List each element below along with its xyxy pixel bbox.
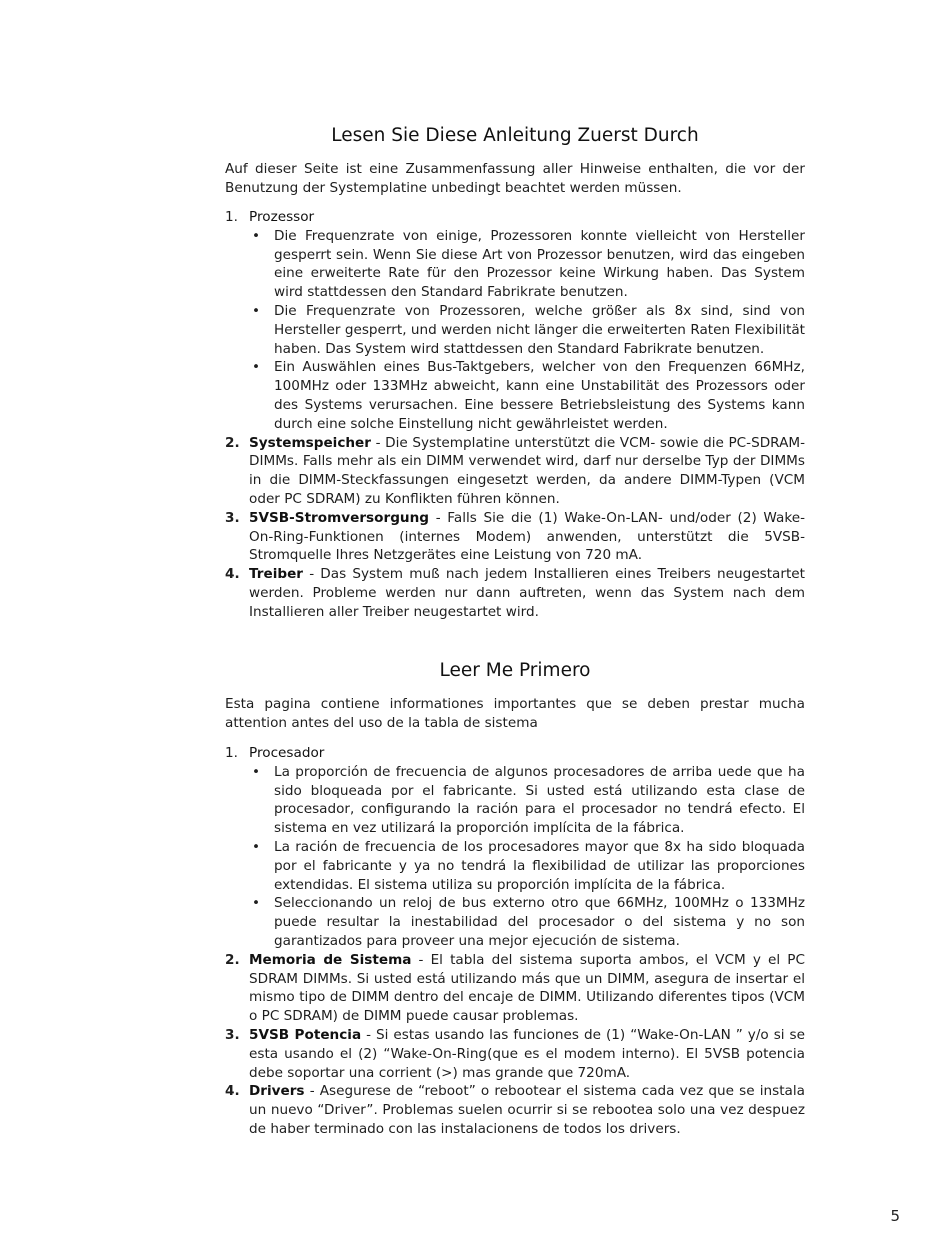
bullet-text: La ración de frecuencia de los procesadores mayor que 8x ha sido bloquada por el fabricante y ya no tendrá la flexibilidad de utilizar las proporciones extendidas. El sistema utiliza su proporción implícita de la fábrica. xyxy=(274,838,805,893)
bullet-icon: • xyxy=(252,227,261,244)
bullet-text: Die Frequenzrate von einige, Prozessoren konnte vielleicht von Hersteller gesperrt sein. Wenn Sie diese Art von Prozessor benutzen, wird das eingeben eine erweiterte Rate für den Prozessor keine Wirkung haben. Das System wird stattdessen den Standard Fabrikrate benutzen. xyxy=(274,227,805,301)
bullet-list xyxy=(249,227,805,434)
spanish-list xyxy=(225,744,805,1139)
item-text: - Das System muß nach jedem Installieren eines Treibers neugestartet werden. Probleme werden nur dann auftreten, wenn das System nach dem Installieren aller Treiber neugestartet wird. xyxy=(249,566,805,620)
bullet-icon: • xyxy=(252,763,261,780)
item-number: 3. xyxy=(225,1026,240,1043)
german-intro: Auf dieser Seite ist eine Zusammenfassung aller Hinweise enthalten, die vor der Benutzung der Systemplatine unbedingt beachtet werden müssen. xyxy=(225,161,805,196)
bullet-icon: • xyxy=(252,359,261,376)
item-text: - Falls Sie die (1) Wake-On-LAN- und/oder (2) Wake-On-Ring-Funktionen (internes Modem) anwenden, unterstützt die 5VSB-Stromquelle Ihres Netzgerätes eine Leistung von 720 mA. xyxy=(249,509,805,564)
bullet-text: Ein Auswählen eines Bus-Taktgebers, welcher von den Frequenzen 66MHz, 100MHz oder 133MHz abweicht, kann eine Unstabilität des Prozessors oder des Systems verursachen. Eine bessere Betriebsleistung des Systems kann durch eine solche Einstellung nicht gewährleistet werden. xyxy=(274,359,805,432)
german-section xyxy=(225,125,805,622)
bullet-text: Seleccionando un reloj de bus externo otro que 66MHz, 100MHz o 133MHz puede resultar la inestabilidad del procesador o del sistema y no son garantizados para proveer una mejor ejecución de sistema. xyxy=(274,895,805,949)
item-number: 3. xyxy=(225,509,240,526)
item-heading: Procesador xyxy=(249,745,325,761)
item-heading: 5VSB Potencia xyxy=(249,1026,362,1043)
list-item xyxy=(225,565,805,621)
item-number: 4. xyxy=(225,566,240,583)
item-number: 2. xyxy=(225,434,240,451)
list-item xyxy=(225,1082,805,1138)
bullet-icon: • xyxy=(252,302,261,319)
item-text: - El tabla del sistema suporta ambos, el VCM y el PC SDRAM DIMMs. Si usted está utilizando más que un DIMM, asegura de insertar el mismo tipo de DIMM dentro del encaje de DIMM. Utilizando diferentes tipos (VCM o PC SDRAM) de DIMM puede causar problemas. xyxy=(249,951,805,1025)
page-number: 5 xyxy=(890,1207,900,1225)
item-heading: Systemspeicher xyxy=(249,434,371,451)
spanish-intro: Esta pagina contiene informationes importantes que se deben prestar mucha attention antes del uso de la tabla de sistema xyxy=(225,696,805,731)
bullet-icon: • xyxy=(252,895,261,912)
item-number: 4. xyxy=(225,1083,240,1100)
item-heading: Prozessor xyxy=(249,209,315,225)
item-text: - Die Systemplatine unterstützt die VCM- sowie die PC-SDRAM-DIMMs. Falls mehr als ein DIMM verwendet wird, darf nur derselbe Typ der DIMMs in die DIMM-Steckfassungen eingesetzt werden, da andere DIMM-Typen (VCM oder PC SDRAM) zu Konflikten führen können. xyxy=(249,434,805,507)
spanish-title: Leer Me Primero xyxy=(439,660,591,681)
item-heading: 5VSB-Stromversorgung xyxy=(249,509,430,526)
bullet-item xyxy=(249,763,805,838)
item-text: - Si estas usando las funciones de (1) “Wake-On-LAN ” y/o si se esta usando el (2) “Wake-On-Ring(que es el modem interno). El 5VSB potencia debe soportar una corrient (>) mas grande que 720mA. xyxy=(249,1026,806,1081)
spanish-section xyxy=(225,660,805,1139)
bullet-item xyxy=(249,302,805,358)
german-title: Lesen Sie Diese Anleitung Zuerst Durch xyxy=(331,125,699,146)
bullet-item xyxy=(249,227,805,302)
item-number: 2. xyxy=(225,951,240,968)
item-text: - Asegurese de “reboot” o rebootear el sistema cada vez que se instala un nuevo “Driver”. Problemas suelen ocurrir si se rebootea solo una vez despuez de haber terminado con las instalacionens de todos los drivers. xyxy=(249,1083,805,1137)
list-item xyxy=(225,744,805,951)
german-list xyxy=(225,208,805,622)
list-item xyxy=(225,434,805,509)
bullet-text: Die Frequenzrate von Prozessoren, welche größer als 8x sind, sind von Hersteller gesperrt, und werden nicht länger die erweiterten Raten Flexibilität haben. Das System wird stattdessen den Standard Fabrikrate benutzen. xyxy=(274,302,805,357)
item-number: 1. xyxy=(225,745,238,761)
bullet-item xyxy=(249,894,805,950)
list-item xyxy=(225,1026,805,1082)
bullet-icon: • xyxy=(252,838,261,855)
bullet-item xyxy=(249,358,805,433)
item-heading: Memoria de Sistema xyxy=(249,951,412,968)
list-item xyxy=(225,208,805,434)
item-number: 1. xyxy=(225,209,238,225)
bullet-text: La proporción de frecuencia de algunos procesadores de arriba uede que ha sido bloqueada por el fabricante. Si usted está utilizando esta clase de procesador, configurando la ración para el procesador no tendrá efecto. El sistema en vez utilizará la proporción implícita de la fábrica. xyxy=(274,763,805,837)
bullet-list xyxy=(249,763,805,951)
item-heading: Drivers xyxy=(249,1083,305,1100)
list-item xyxy=(225,951,805,1026)
bullet-item xyxy=(249,838,805,894)
list-item xyxy=(225,509,805,565)
item-heading: Treiber xyxy=(249,566,304,583)
